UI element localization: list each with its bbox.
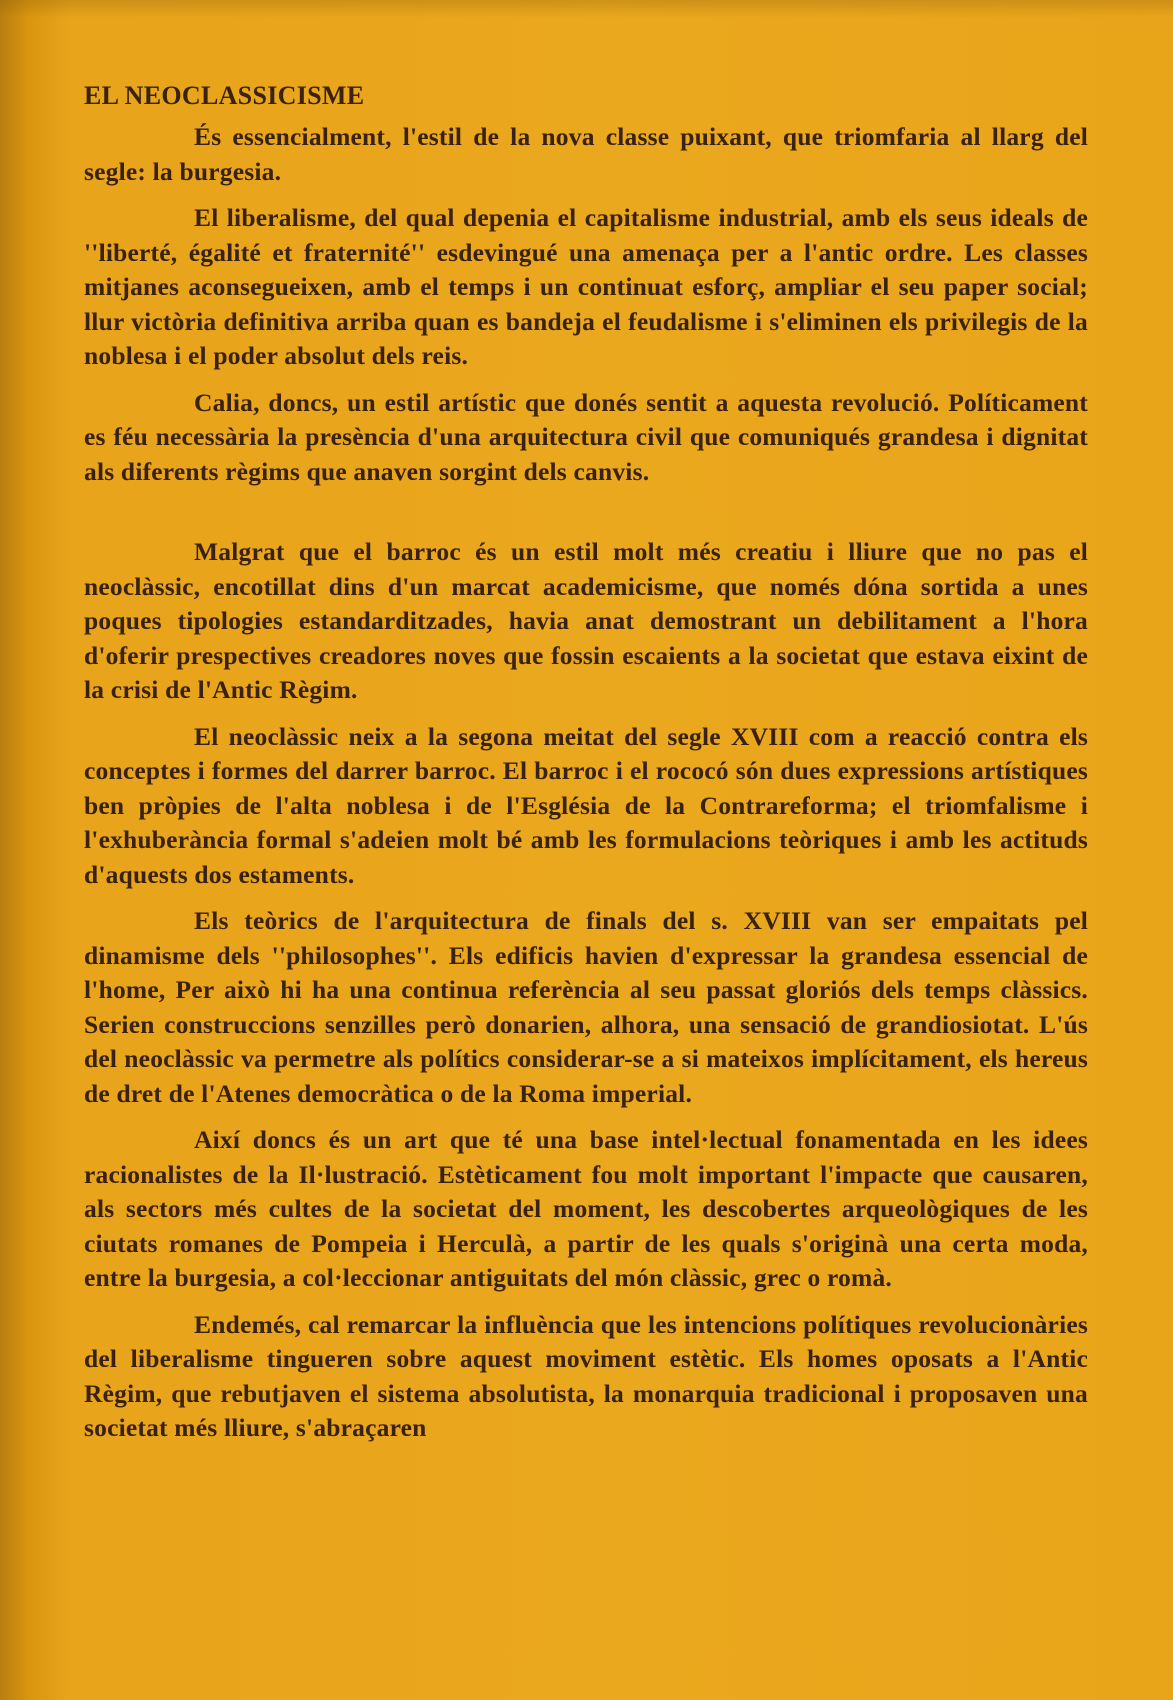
paragraph-4: Malgrat que el barroc és un estil molt més creatiu i lliure que no pas el neoclàssic, encotillat dins d'un marcat academicisme, que només dóna sortida a unes poques tipologies estandarditzades, havia anat demostrant un debilitament a l'hora d'oferir prespectives creadores noves que fossin escaients a la societat que estava eixint de la crisi de l'Antic Règim. [84,537,1088,704]
paragraph-2: El liberalisme, del qual depenia el capitalisme industrial, amb els seus ideals de ''liberté, égalité et fraternité'' esdevingué una amenaça per a l'antic ordre. Les classes mitjanes aconsegueixen, amb el temps i un continuat esforç, ampliar el seu paper social; llur victòria definitiva arriba quan es bandeja el feudalisme i s'eliminen els privilegis de la noblesa i el poder absolut dels reis. [84,203,1088,370]
paragraph-1: És essencialment, l'estil de la nova classe puixant, que triomfaria al llarg del segle: la burgesia. [84,122,1088,186]
paragraph-5: El neoclàssic neix a la segona meitat del segle XVIII com a reacció contra els conceptes i formes del darrer barroc. El barroc i el rococó són dues expressions artístiques ben pròpies de l'alta noblesa i de l'Església de la Contrareforma; el triomfalisme i l'exhuberància formal s'adeien molt bé amb les formulacions teòriques i amb les actituds d'aquests dos estaments. [84,721,1088,889]
paragraph-3: Calia, doncs, un estil artístic que donés sentit a aquesta revolució. Políticament es féu necessària la presència d'una arquitectura civil que comuniqués grandesa i dignitat als diferents règims que anaven sorgint dels canvis. [84,387,1088,486]
paragraph-7: Així doncs és un art que té una base intel·lectual fonamentada en les idees racionalistes de la Il·lustració. Estèticament fou molt important l'impacte que causaren, als sectors més cultes de la societat del moment, les descobertes arqueològiques de les ciutats romanes de Pompeia i Herculà, a partir de les quals s'originà una certa moda, entre la burgesia, a col·leccionar antiguitats del món clàssic, grec o romà. [84,1125,1088,1292]
paragraph-6: Els teòrics de l'arquitectura de finals del s. XVIII van ser empaitats pel dinamisme dels ''philosophes''. Els edificis havien d'expressar la grandesa essencial de l'home, Per això hi ha una continua referència al seu passat gloriós dels temps clàssics. Serien construccions senzilles però donarien, alhora, una sensació de grandiosiotat. L'ús del neoclàssic va permetre als polítics considerar-se a si mateixos implícitament, els hereus de dret de l'Atenes democràtica o de la Roma imperial. [84,906,1088,1108]
text-block [84,78,1088,1458]
document-title: EL NEOCLASSICISME [84,81,365,110]
paragraph-8: Endemés, cal remarcar la influència que les intencions polítiques revolucionàries del liberalisme tingueren sobre aquest moviment estètic. Els homes oposats a l'Antic Règim, que rebutjaven el sistema absolutista, la monarquia tradicional i proposaven una societat més lliure, s'abraçaren [84,1309,1088,1442]
